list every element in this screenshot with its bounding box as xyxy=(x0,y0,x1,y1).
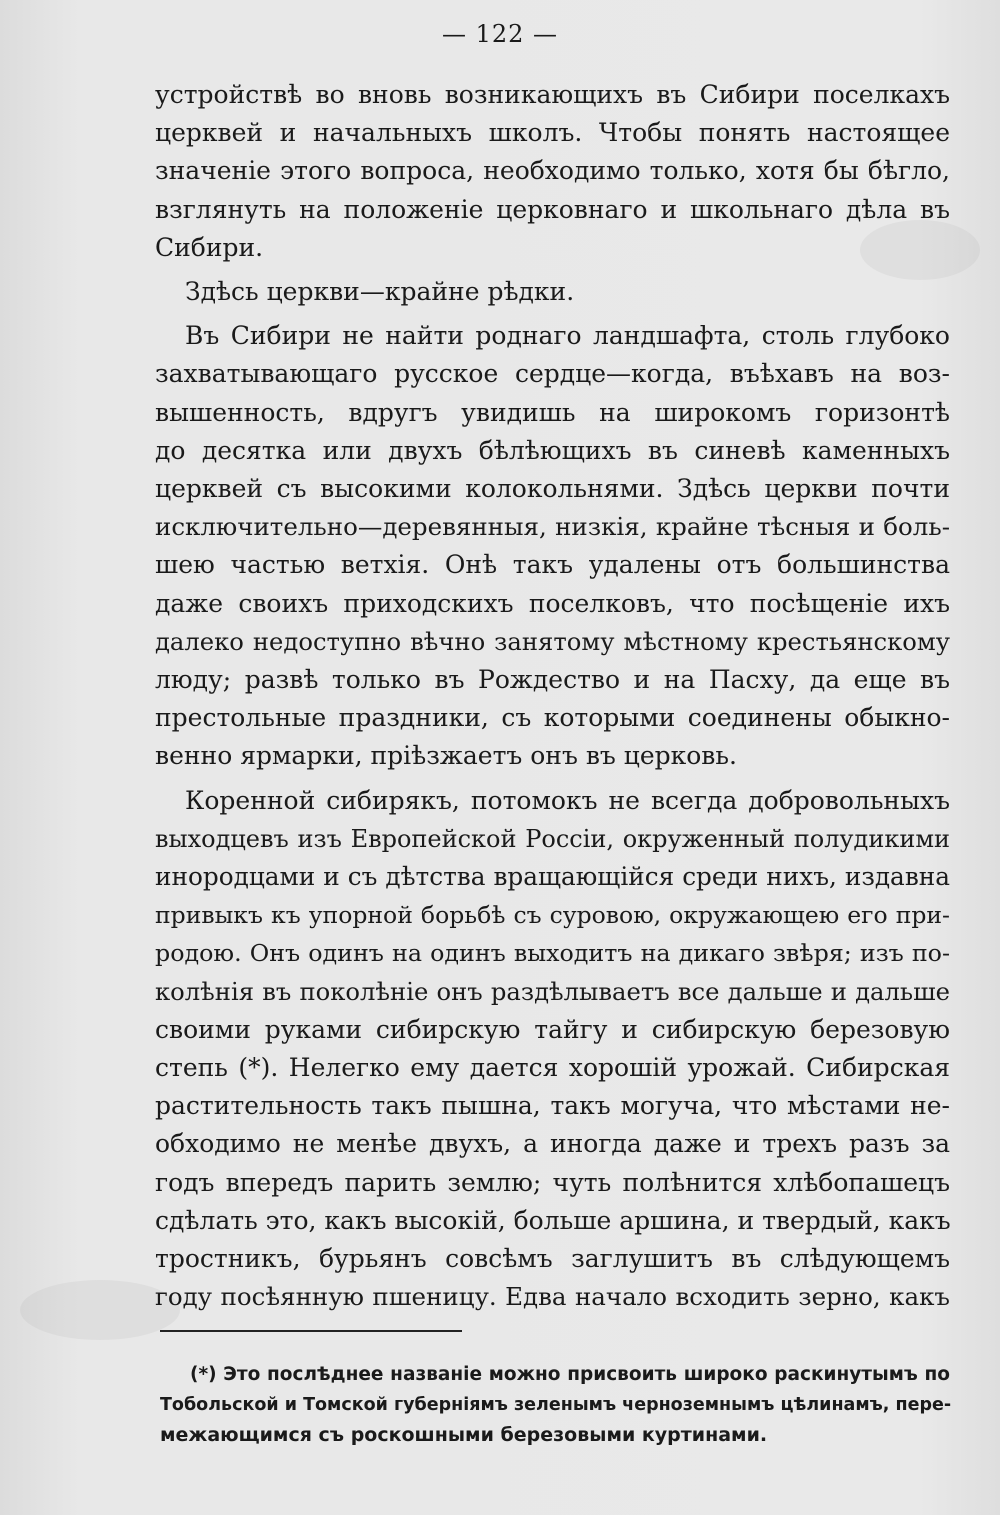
body-text xyxy=(155,76,950,1317)
text-line: венно ярмарки, прiѣзжаетъ онъ въ церковь. xyxy=(155,741,737,771)
footnote xyxy=(160,1360,950,1450)
text-line: захватывающаго русское сердце—когда, въѣхавъ на воз- xyxy=(155,359,950,389)
text-line: взглянуть на положенiе церковнаго и школьнаго дѣла въ xyxy=(155,194,950,224)
footnote-divider xyxy=(160,1330,462,1332)
paragraph-1 xyxy=(155,76,950,267)
text-line: престольные праздники, съ которыми соединены обыкно- xyxy=(155,703,950,733)
text-line: своими руками сибирскую тайгу и сибирскую березовую xyxy=(155,1014,950,1044)
text-line: годъ впередъ парить землю; чуть полѣнится хлѣбопашецъ xyxy=(155,1167,950,1197)
text-line: тростникъ, бурьянъ совсѣмъ заглушитъ въ слѣдующемъ xyxy=(155,1244,950,1274)
text-line: вышенность, вдругъ увидишь на широкомъ горизонтѣ xyxy=(155,397,950,427)
text-line: Здѣсь церкви—крайне рѣдки. xyxy=(185,277,575,307)
text-line: Коренной сибирякъ, потомокъ не всегда добровольныхъ xyxy=(185,785,950,815)
text-line: Сибири. xyxy=(155,232,264,262)
text-line: родою. Онъ одинъ на одинъ выходитъ на дикаго звѣря; изъ по- xyxy=(155,939,950,968)
text-line: церквей и начальныхъ школъ. Чтобы понять настоящее xyxy=(155,118,950,148)
text-line: обходимо не менѣе двухъ, а иногда даже и трехъ разъ за xyxy=(155,1129,950,1159)
text-line: шею частью ветхiя. Онѣ такъ удалены отъ большинства xyxy=(155,550,950,580)
paragraph-2 xyxy=(155,273,950,311)
page-number: — 122 — xyxy=(441,20,559,48)
text-line: люду; развѣ только въ Рождество и на Пасху, да еще въ xyxy=(155,665,950,695)
text-line: исключительно—деревянныя, низкiя, крайне тѣсныя и боль- xyxy=(155,512,950,542)
text-line: даже своихъ приходскихъ поселковъ, что посѣщенiе ихъ xyxy=(155,588,950,618)
text-line: инородцами и съ дѣтства вращающiйся среди нихъ, издавна xyxy=(155,862,950,892)
text-line: выходцевъ изъ Европейской Россiи, окруженный полудикими xyxy=(155,824,950,853)
paragraph-4 xyxy=(155,782,950,1317)
text-line: значенiе этого вопроса, необходимо только, хотя бы бѣгло, xyxy=(155,156,950,186)
text-line: растительность такъ пышна, такъ могуча, что мѣстами не- xyxy=(155,1091,950,1121)
text-line: году посѣянную пшеницу. Едва начало всходить зерно, какъ xyxy=(155,1282,950,1312)
footnote-line: Тобольской и Томской губернiямъ зеленымъ черноземнымъ цѣлинамъ, пере- xyxy=(160,1395,952,1415)
text-line: сдѣлать это, какъ высокiй, больше аршина, и твердый, какъ xyxy=(155,1205,951,1235)
text-line: церквей съ высокими колокольнями. Здѣсь церкви почти xyxy=(155,474,950,504)
text-line: привыкъ къ упорной борьбѣ съ суровою, окружающею его при- xyxy=(155,901,950,930)
footnote-line: (*) Это послѣднее названiе можно присвоить широко раскинутымъ по xyxy=(190,1364,950,1385)
paragraph-3 xyxy=(155,317,950,775)
text-line: колѣнiя въ поколѣнiе онъ раздѣлываетъ все дальше и дальше xyxy=(155,976,950,1006)
text-line: до десятка или двухъ бѣлѣющихъ въ синевѣ каменныхъ xyxy=(155,435,950,465)
text-line: Въ Сибири не найти роднаго ландшафта, столь глубоко xyxy=(185,321,950,351)
text-line: устройствѣ во вновь возникающихъ въ Сибири поселкахъ xyxy=(155,80,950,109)
footnote-line: межающимся съ роскошными березовыми куртинами. xyxy=(160,1424,768,1446)
text-line: далеко недоступно вѣчно занятому мѣстному крестьянскому xyxy=(155,626,950,656)
text-line: степь (*). Нелегко ему дается хорошiй урожай. Сибирская xyxy=(155,1053,950,1083)
